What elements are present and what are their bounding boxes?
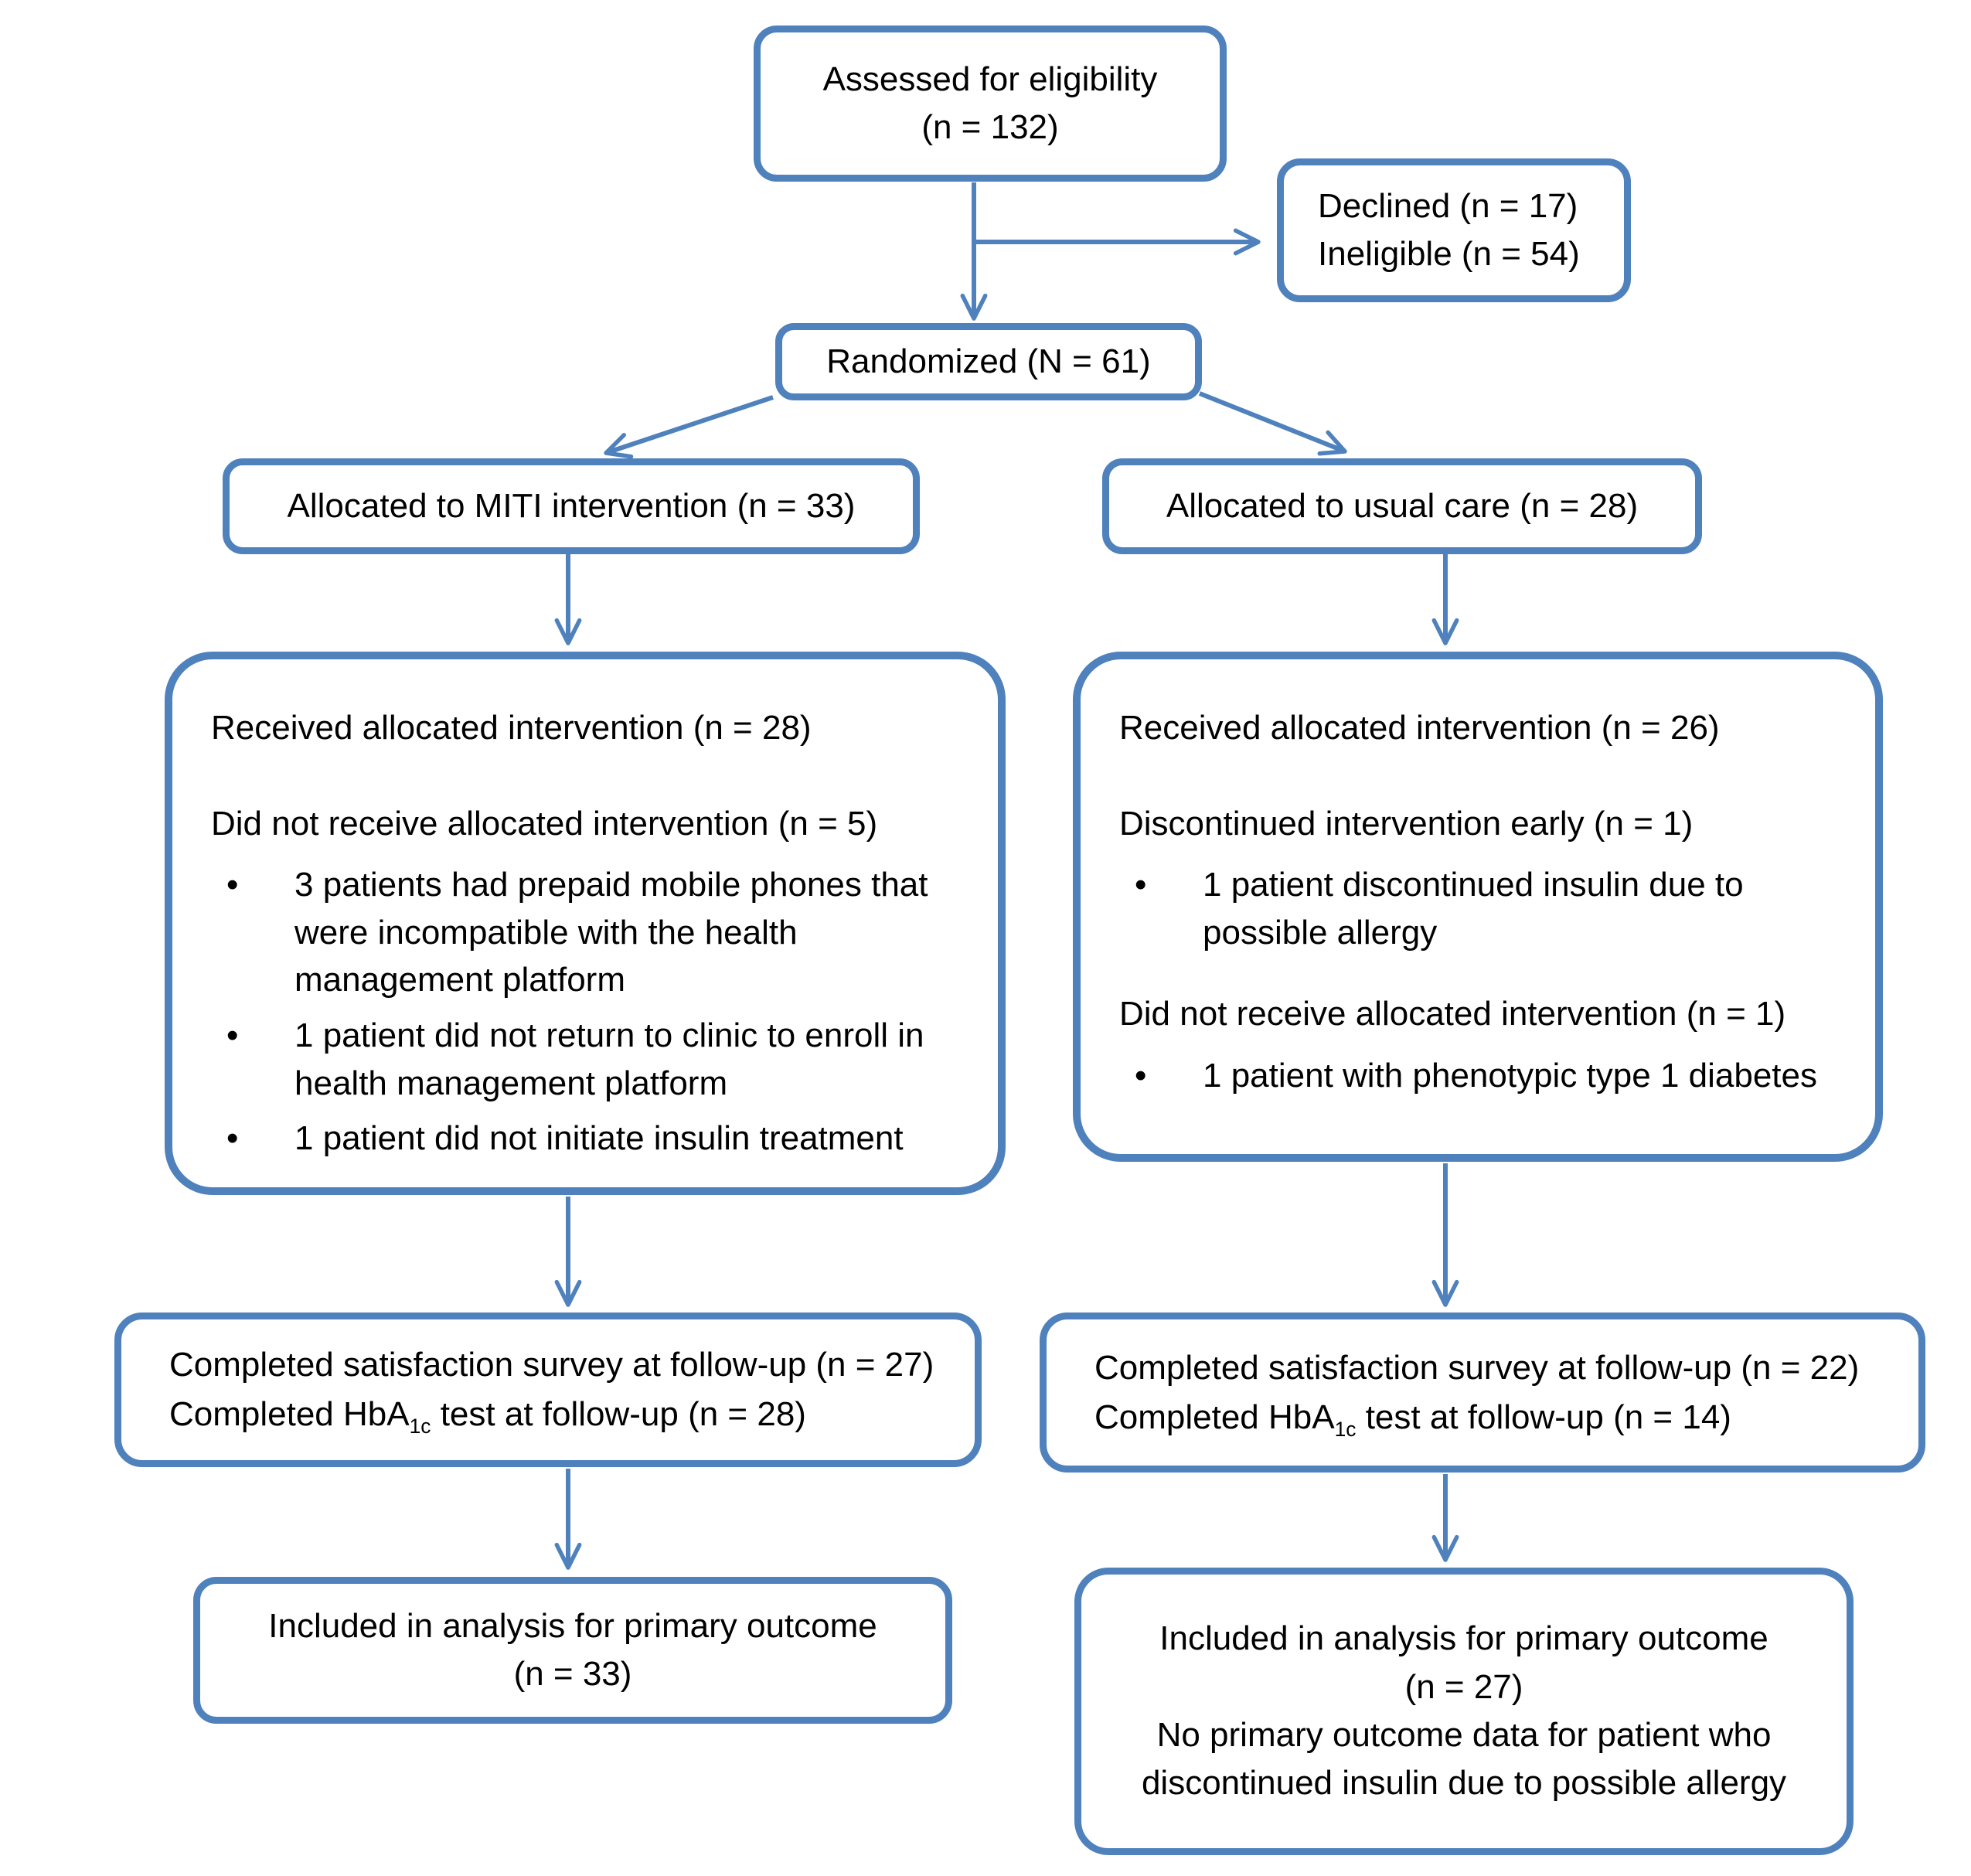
assessed-line2: (n = 132) xyxy=(921,108,1059,146)
bullet-icon: • xyxy=(226,1016,239,1054)
bullet-icon: • xyxy=(1135,866,1147,904)
excluded-ineligible: Ineligible (n = 54) xyxy=(1318,235,1580,273)
usual-followup-box xyxy=(1040,1313,1925,1473)
excluded-box xyxy=(1277,158,1631,302)
usual-analysis-line1: Included in analysis for primary outcome xyxy=(1159,1619,1768,1658)
miti-bullet-1: 3 patients had prepaid mobile phones that were incompatible with the health management platform xyxy=(294,866,928,999)
hba1c-subscript: 1c xyxy=(1334,1417,1357,1441)
miti-not-received-bullet-list xyxy=(211,861,959,1163)
miti-analysis-line2: (n = 33) xyxy=(513,1655,632,1693)
usual-analysis-line3: No primary outcome data for patient who xyxy=(1156,1716,1772,1754)
miti-not-received-text: Did not receive allocated intervention (n = 5) xyxy=(211,804,878,843)
bullet-icon: • xyxy=(226,866,239,904)
usual-allocation-box xyxy=(1102,458,1702,554)
randomized-label: Randomized (N = 61) xyxy=(826,342,1151,381)
list-item xyxy=(1119,1052,1837,1100)
usual-discontinued-text: Discontinued intervention early (n = 1) xyxy=(1119,804,1694,843)
usual-not-received-bullet-list xyxy=(1119,1052,1837,1100)
miti-analysis-box xyxy=(193,1577,952,1724)
miti-followup-box xyxy=(114,1313,982,1467)
bullet-icon: • xyxy=(1135,1056,1147,1095)
usual-analysis-box xyxy=(1074,1568,1854,1855)
miti-allocation-label: Allocated to MITI intervention (n = 33) xyxy=(287,487,856,526)
usual-followup-line2 xyxy=(1094,1393,1918,1442)
arrow-randomized-to-usual-allocation xyxy=(1200,393,1345,451)
usual-analysis-line2: (n = 27) xyxy=(1404,1667,1523,1706)
usual-discontinued-bullet-list xyxy=(1119,861,1837,956)
list-item xyxy=(1119,861,1837,956)
miti-followup-line2-pre: Completed HbA xyxy=(169,1395,410,1433)
miti-allocation-box xyxy=(223,458,920,554)
usual-not-received-bullet-1: 1 patient with phenotypic type 1 diabetes xyxy=(1203,1056,1817,1095)
usual-followup-line1: Completed satisfaction survey at follow-up (n = 22) xyxy=(1094,1348,1860,1387)
usual-allocation-label: Allocated to usual care (n = 28) xyxy=(1166,487,1639,526)
usual-not-received-text: Did not receive allocated intervention (n = 1) xyxy=(1119,995,1786,1033)
usual-followup-line2-post: test at follow-up (n = 14) xyxy=(1356,1398,1731,1436)
excluded-declined: Declined (n = 17) xyxy=(1318,187,1578,226)
usual-detail-box xyxy=(1073,652,1883,1162)
miti-followup-line2 xyxy=(169,1390,975,1439)
list-item xyxy=(211,1115,959,1163)
usual-analysis-line4: discontinued insulin due to possible allergy xyxy=(1141,1764,1787,1803)
hba1c-subscript: 1c xyxy=(409,1414,431,1438)
miti-followup-line1: Completed satisfaction survey at follow-up (n = 27) xyxy=(169,1346,934,1384)
usual-followup-line2-pre: Completed HbA xyxy=(1094,1398,1335,1436)
miti-followup-line2-post: test at follow-up (n = 28) xyxy=(431,1395,806,1433)
usual-discontinued-bullet-1: 1 patient discontinued insulin due to possible allergy xyxy=(1203,866,1744,952)
randomized-box xyxy=(775,323,1202,400)
miti-detail-box xyxy=(165,652,1006,1195)
miti-bullet-2: 1 patient did not return to clinic to enroll in health management platform xyxy=(294,1016,924,1102)
miti-received-text: Received allocated intervention (n = 28) xyxy=(211,709,812,747)
usual-received-text: Received allocated intervention (n = 26) xyxy=(1119,709,1720,747)
bullet-icon: • xyxy=(226,1119,239,1158)
miti-bullet-3: 1 patient did not initiate insulin treatment xyxy=(294,1119,904,1158)
list-item xyxy=(211,1012,959,1107)
list-item xyxy=(211,861,959,1004)
assessed-for-eligibility-box xyxy=(754,26,1227,182)
assessed-line1: Assessed for eligibility xyxy=(822,60,1158,99)
arrow-randomized-to-miti-allocation xyxy=(606,397,773,453)
miti-analysis-line1: Included in analysis for primary outcome xyxy=(268,1606,877,1645)
